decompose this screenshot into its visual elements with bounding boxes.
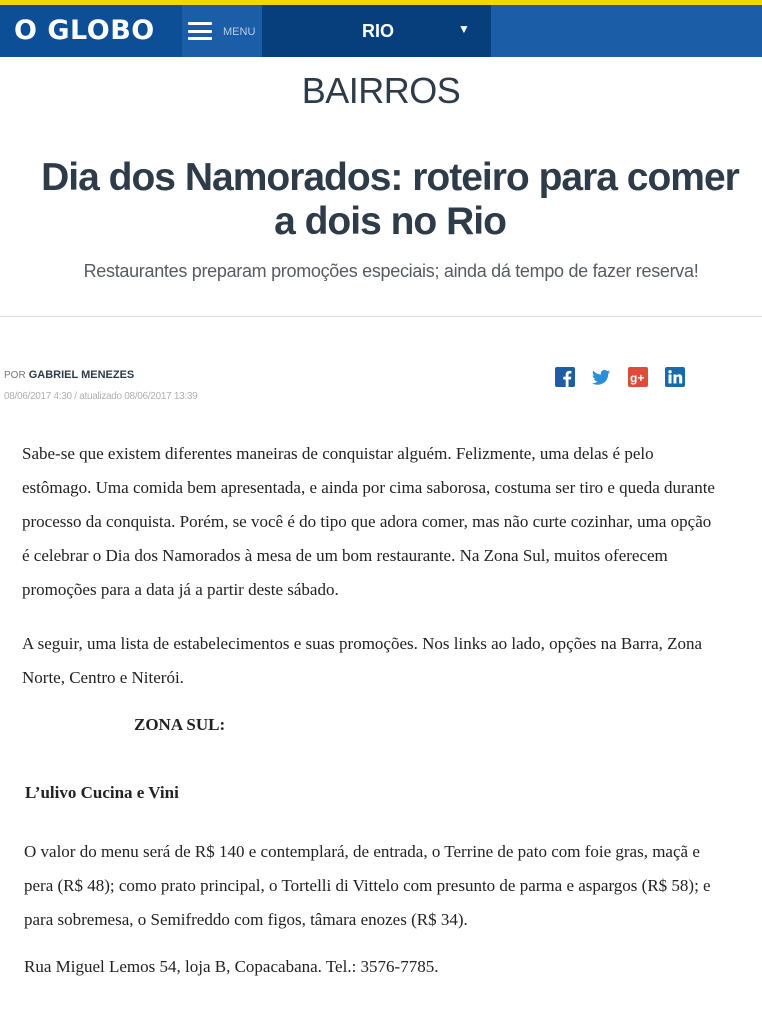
section-kicker[interactable]: BAIRROS <box>301 70 461 111</box>
nav-filler <box>491 5 762 57</box>
hamburger-icon <box>188 22 212 40</box>
restaurant-address: Rua Miguel Lemos 54, loja B, Copacabana. Tel.: 3576-7785. <box>24 957 439 976</box>
logo-text: O GLOBO <box>14 15 155 46</box>
restaurant-description: O valor do menu será de R$ 140 e contemplará, de entrada, o Terrine de pato com foie gras, maçã e pera (R$ 48); como prato principal, o Tortelli di Vittelo com presunto de parma e aspargos (R$ 58); e para sobremesa, o Semifreddo com figos, tâmara enozes (R$ 34). <box>24 842 711 929</box>
menu-label: MENU <box>223 26 256 38</box>
page-title: Dia dos Namorados: roteiro para comer a dois no Rio <box>41 156 739 243</box>
section-label: RIO <box>362 21 395 41</box>
dateline: 08/06/2017 4:30 / atualizado 08/06/2017 13:39 <box>4 391 198 402</box>
article-paragraph: Sabe-se que existem diferentes maneiras de conquistar alguém. Felizmente, uma delas é pelo estômago. Uma comida bem apresentada, e ainda por cima saborosa, costuma ser tiro e queda durante processo da conquista. Porém, se você é do tipo que adora comer, mas não curte cozinhar, uma opção é celebrar o Dia dos Namorados à mesa de um bom restaurante. Na Zona Sul, muitos oferecem promoções para a data já a partir deste sábado. <box>22 444 715 599</box>
google-plus-icon[interactable] <box>628 367 648 387</box>
byline-prefix: POR <box>4 370 26 381</box>
chevron-down-icon: ▼ <box>458 22 470 36</box>
restaurant-name: L’ulivo Cucina e Vini <box>25 783 179 802</box>
facebook-icon[interactable] <box>555 367 575 387</box>
site-logo[interactable] <box>0 5 182 57</box>
svg-text:g+: g+ <box>630 371 645 385</box>
twitter-icon[interactable] <box>591 367 611 387</box>
section-dropdown[interactable] <box>262 5 491 57</box>
menu-button[interactable] <box>182 5 262 57</box>
subsection-heading: ZONA SUL: <box>134 715 226 734</box>
linkedin-icon[interactable] <box>665 367 685 387</box>
article-paragraph: A seguir, uma lista de estabelecimentos e suas promoções. Nos links ao lado, opções na Barra, Zona Norte, Centro e Niterói. <box>22 634 703 687</box>
divider <box>0 316 762 317</box>
site-header <box>0 5 762 57</box>
byline <box>4 369 134 381</box>
article-subhead: Restaurantes preparam promoções especiais; ainda dá tempo de fazer reserva! <box>83 261 699 281</box>
author-name[interactable]: GABRIEL MENEZES <box>28 369 135 381</box>
article-body <box>22 437 722 715</box>
